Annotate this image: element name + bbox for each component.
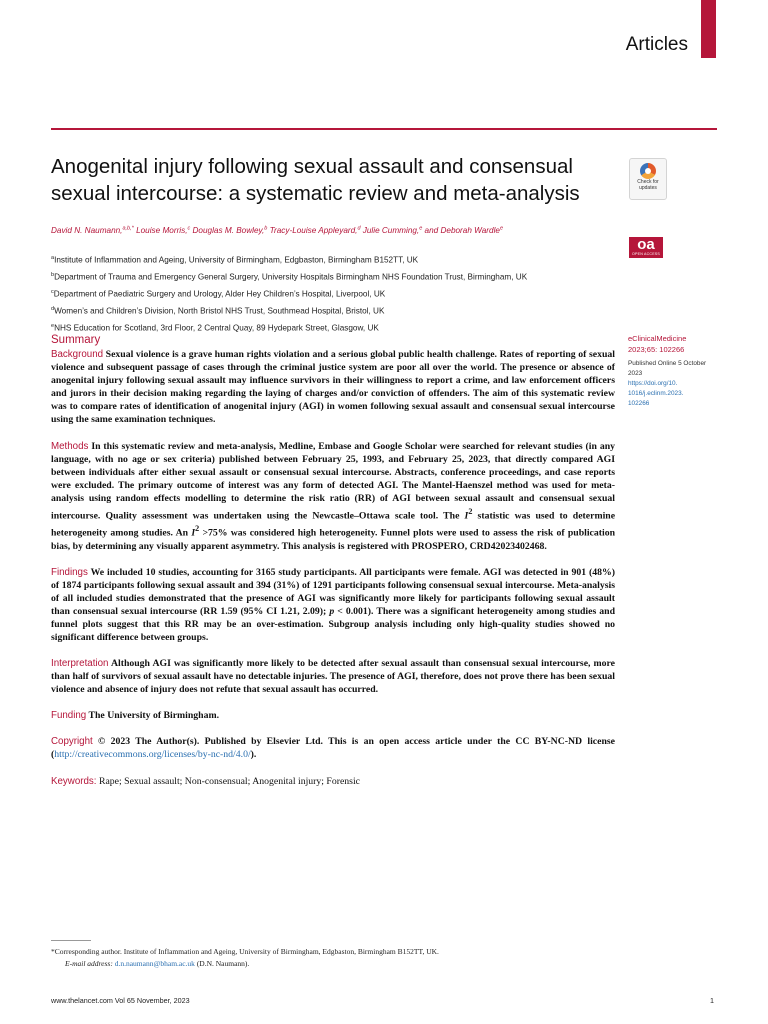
check-updates-icon: [640, 163, 656, 179]
section-color-tab: [701, 0, 716, 58]
author[interactable]: David N. Naumann,$^{a,b,*}$: [51, 225, 134, 235]
abstract: [51, 348, 615, 788]
author[interactable]: Louise Morris,$^c$: [136, 225, 191, 235]
corresponding-author-footnote: [51, 946, 651, 969]
open-access-logo: [629, 237, 663, 258]
abstract-interpretation: Interpretation Although AGI was significantly more likely to be detected after sexual assault than consensual sexual intercourse, more than half of survivors of sexual assault have no detectable injuries. The presence of AGI, therefore, does not prove there has been sexual violence and absence of injury does not refute that sexual assault has occurred.: [51, 657, 615, 695]
published-date: Published Online 5 October 2023: [628, 360, 707, 377]
funding-label: Funding: [51, 709, 87, 721]
check-for-updates-button[interactable]: [629, 158, 667, 200]
abstract-background: Background Sexual violence is a grave human rights violation and a serious global public health challenge. Rates of reporting of sexual violence and subsequent passage of cases through the criminal justice system are poor all over the world. The presence or absence of anogenital injury following sexual assault may influence survivors in their willingness to report a crime, and law enforcement officers and jurors in their decision making regarding the laying of charges and/or conviction of offenders. The aim of this systematic review was to compare rates of identification of anogenital injury (AGI) in women following sexual assault and consensual sexual intercourse using the same examination techniques.: [51, 349, 615, 425]
section-label: Articles: [625, 34, 688, 55]
author-list: [51, 225, 611, 235]
keywords-label: Keywords:: [51, 775, 97, 787]
affiliation: $^e$NHS Education for Scotland, 3rd Floor, 2 Central Quay, 89 Hydepark Street, Glasgow, UK: [51, 322, 379, 333]
abstract-funding: Funding The University of Birmingham.: [51, 709, 220, 721]
author[interactable]: Douglas M. Bowley,$^b$: [192, 225, 268, 235]
doi-link[interactable]: https://doi.org/10. 1016/j.eclinm.2023. 102266: [628, 380, 684, 407]
oa-logo-text: oa: [637, 236, 655, 253]
license-link[interactable]: http://creativecommons.org/licenses/by-nc-nd/4.0/: [54, 748, 251, 760]
check-updates-label-1: Check for: [637, 179, 659, 185]
footnote-divider: [51, 940, 91, 941]
header-divider: [51, 128, 717, 130]
abstract-copyright: Copyright © 2023 The Author(s). Published by Elsevier Ltd. This is an open access article under the CC BY-NC-ND license (http://creativecommons.org/licenses/by-nc-nd/4.0/).: [51, 735, 615, 760]
affiliation: $^d$Women’s and Children’s Division, North Bristol NHS Trust, Southmead Hospital, Bristol, UK: [51, 305, 385, 316]
author[interactable]: Tracy-Louise Appleyard,$^d$: [269, 225, 361, 235]
author[interactable]: and Deborah Wardle$^e$: [424, 225, 504, 235]
summary-heading: Summary: [51, 334, 101, 346]
email-line: E-mail address: d.n.naumann@bham.ac.uk (D.N. Naumann).: [65, 958, 250, 968]
article-info-sidebar: [628, 333, 718, 409]
email-link[interactable]: d.n.naumann@bham.ac.uk: [114, 958, 195, 968]
abstract-methods: Methods In this systematic review and meta-analysis, Medline, Embase and Google Scholar were searched for relevant studies (in any language, with no age or sex criteria) published between February 25, 1993, and February 25, 2023, that directly compared AGI between individuals after either sexual assault or consensual sexual intercourse. Abstracts, conference proceedings, and case reports were excluded. The primary outcome of interest was any form of detected AGI. The Mantel-Haenszel method was used for meta-analysis using random effects modelling to determine the risk ratio (RR) of AGI between sexual assault and consensual sexual intercourse. Quality assessment was undertaken using the Newcastle–Ottawa scale tool. The $I^2$ statistic was used to determine heterogeneity among studies. An $I^2 >75\%$ was considered high heterogeneity. Funnel plots were used to assess the risk of publication bias, by determining any visually apparent asymmetry. This analysis is registered with PROSPERO, CRD42023402468.: [51, 441, 616, 552]
author[interactable]: Julie Cumming,$^e$: [362, 225, 423, 235]
check-updates-label-2: updates: [639, 184, 657, 191]
affiliation-list: [51, 251, 621, 336]
abstract-keywords: Keywords: Rape; Sexual assault; Non-consensual; Anogenital injury; Forensic: [51, 775, 361, 787]
copyright-label: Copyright: [51, 735, 93, 747]
affiliation: $^a$Institute of Inflammation and Ageing, University of Birmingham, Edgbaston, Birmingham B152TT, UK: [51, 255, 419, 265]
oa-logo-subtext: OPEN ACCESS: [632, 252, 660, 256]
page-number: 1: [710, 996, 714, 1005]
interpretation-label: Interpretation: [51, 657, 109, 669]
affiliation: $^c$Department of Paediatric Surgery and Urology, Alder Hey Children’s Hospital, Liverpool, UK: [51, 288, 386, 299]
methods-label: Methods: [51, 441, 89, 452]
background-label: Background: [51, 349, 104, 360]
corresponding-author-text: *Corresponding author. Institute of Inflammation and Ageing, University of Birmingham, Edgbaston, Birmingham B152TT, UK.: [51, 947, 439, 956]
journal-citation: eClinicalMedicine 2023;65: 102266: [628, 334, 687, 354]
findings-label: Findings: [51, 566, 88, 578]
abstract-findings: Findings We included 10 studies, accounting for 3165 study participants. All participants were female. AGI was detected in 901 (48%) of 1874 participants following sexual assault and 394 (31%) of 1291 participants following consensual sexual intercourse. Meta-analysis of all included studies demonstrated that the presence of AGI was significantly more likely for participants following sexual assault than consensual sexual intercourse (RR 1.59 (95% CI 1.21, 2.09); p < 0.001). There was a significant heterogeneity among studies and funnel plots suggest that this RR may be an over-estimation. Subgroup analysis including only high-quality studies showed no significant difference between groups.: [51, 566, 616, 643]
affiliation: $^b$Department of Trauma and Emergency General Surgery, University Hospitals Birmingham NHS Foundation Trust, Birmingham, UK: [51, 271, 528, 282]
footer-journal-info: www.thelancet.com Vol 65 November, 2023: [51, 996, 190, 1005]
article-title: Anogenital injury following sexual assault and consensual sexual intercourse: a systematic review and meta-analysis: [51, 155, 580, 205]
